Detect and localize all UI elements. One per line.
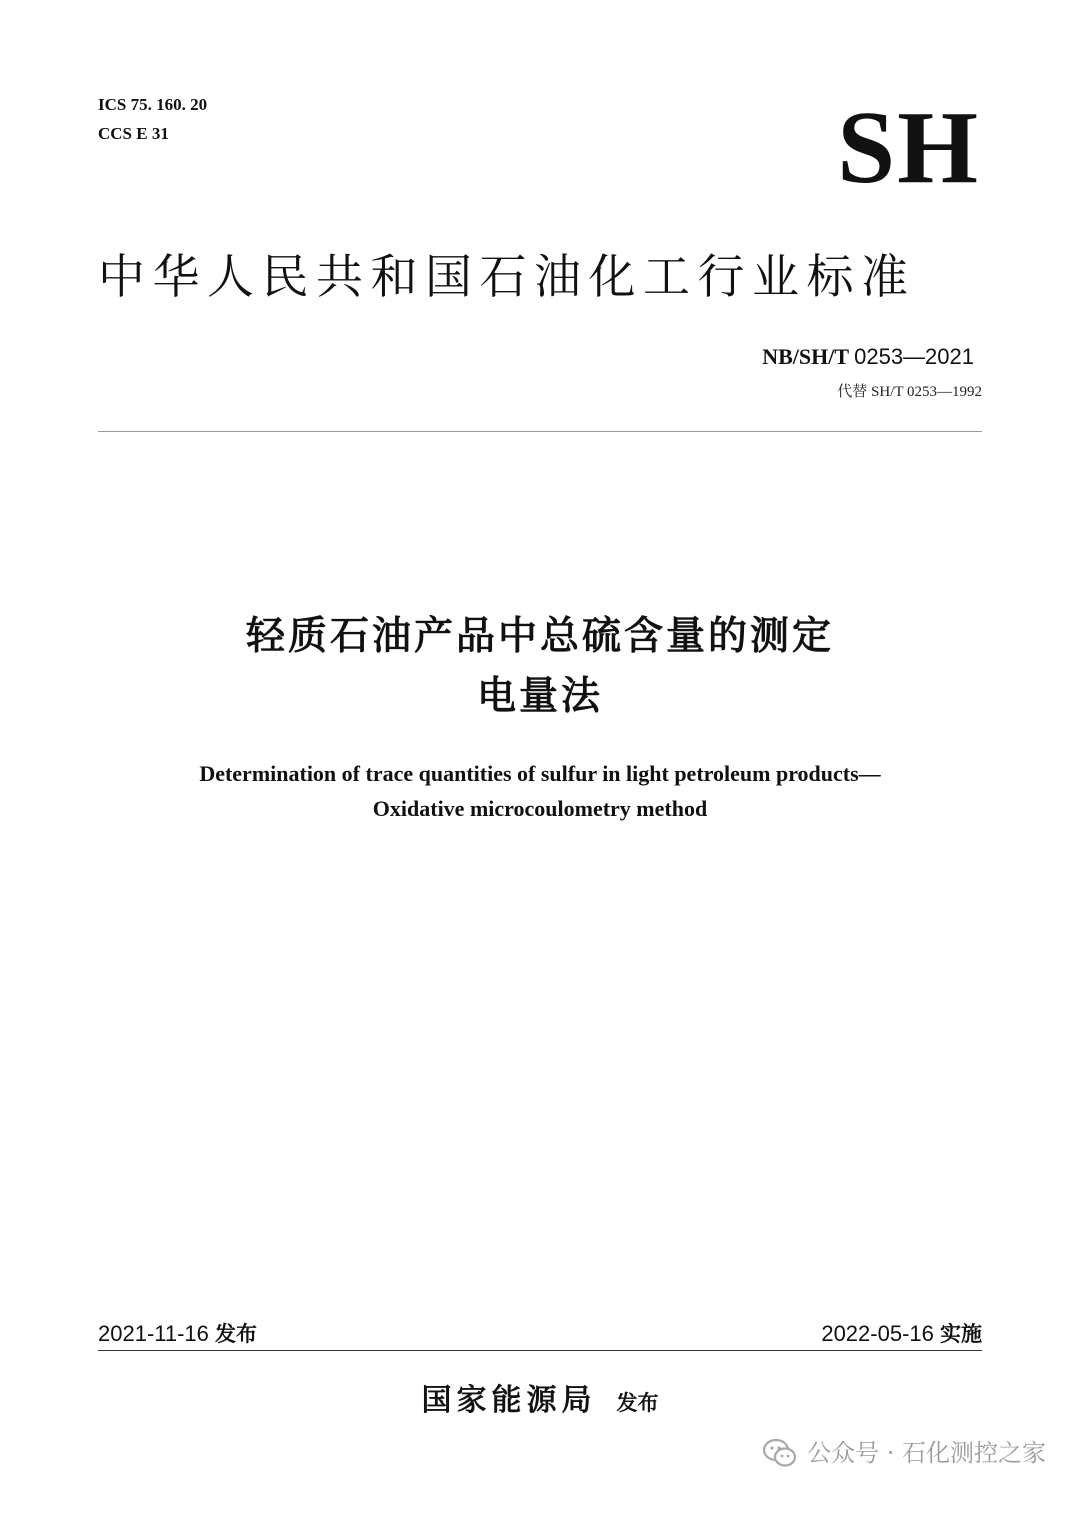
publisher-suffix: 发布	[616, 1391, 659, 1415]
ccs-code: CCS E 31	[98, 124, 169, 143]
issue-date	[98, 1320, 257, 1348]
issue-date-label: 发布	[215, 1322, 258, 1346]
standard-number-value: 0253—2021	[854, 344, 974, 369]
chinese-title-line-2: 电量法	[476, 674, 603, 719]
sh-logo: SH	[837, 90, 980, 205]
watermark-text: 公众号 · 石化测控之家	[807, 1439, 1046, 1467]
bottom-divider	[98, 1350, 982, 1351]
top-divider	[98, 431, 982, 432]
standard-number-prefix: NB/SH/T	[762, 344, 855, 369]
chinese-title-line-1: 轻质石油产品中总硫含量的测定	[245, 614, 834, 659]
ics-code: ICS 75. 160. 20	[98, 95, 208, 114]
english-title-line-1: Determination of trace quantities of sulfur in light petroleum products—	[199, 761, 881, 786]
implementation-date	[821, 1320, 982, 1348]
english-title-line-2: Oxidative microcoulometry method	[372, 796, 708, 821]
publisher-line	[0, 1381, 1080, 1425]
issue-date-value: 2021-11-16	[98, 1321, 209, 1346]
wechat-icon	[763, 1438, 797, 1468]
implementation-date-value: 2022-05-16	[821, 1321, 934, 1346]
implementation-date-label: 实施	[940, 1322, 982, 1346]
replaces-standard: 代替 SH/T 0253—1992	[837, 384, 982, 400]
publisher-name: 国家能源局	[421, 1383, 597, 1418]
watermark	[763, 1433, 1046, 1473]
organization-title: 中华人民共和国石油化工行业标准	[98, 250, 916, 305]
standard-number	[762, 343, 974, 371]
